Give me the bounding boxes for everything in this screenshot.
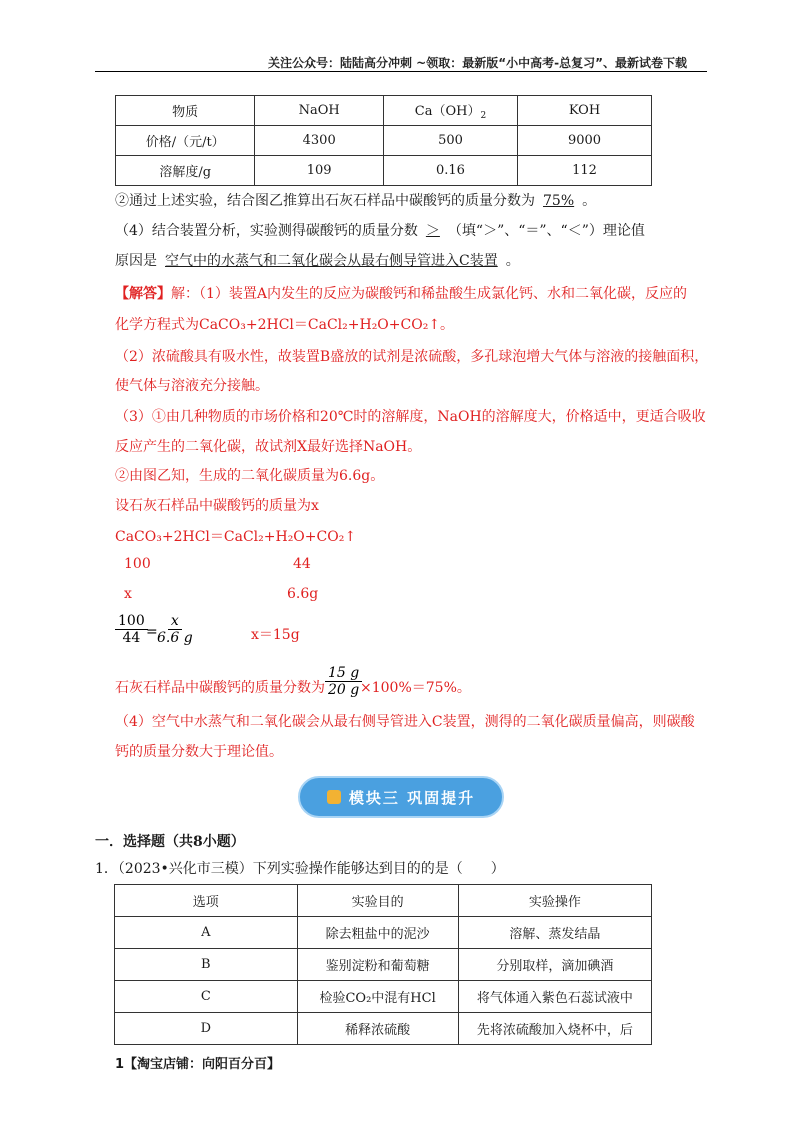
table-row: [116, 96, 652, 126]
solution-line: 反应产生的二氧化碳，故试剂X最好选择NaOH。: [115, 439, 422, 455]
solution-line: 设石灰石样品中碳酸钙的质量为x: [115, 498, 319, 514]
solution-line: [115, 677, 325, 697]
denominator: 44: [122, 630, 141, 646]
table-cell: 溶解、蒸发结晶: [458, 917, 651, 949]
solution-line: （4）空气中水蒸气和二氧化碳会从最右侧导管进入C装置，测得的二氧化碳质量偏高，则碳酸: [115, 714, 695, 730]
punct: 。: [582, 193, 597, 209]
table-row: [116, 126, 652, 156]
table-cell: 分别取样，滴加碘酒: [458, 949, 651, 981]
solution-line: 钙的质量分数大于理论值。: [115, 744, 283, 760]
question-text: （4）结合装置分析，实验测得碳酸钙的质量分数: [115, 223, 418, 239]
table-cell: 109: [255, 156, 384, 186]
question-text: （填“＞”、“＝”、“＜”）理论值: [447, 223, 645, 239]
solution-line: 使气体与溶液充分接触。: [115, 378, 269, 394]
solution-line: （3）①由几种物质的市场价格和20℃时的溶解度，NaOH的溶解度大，价格适中，更适合吸收: [115, 409, 706, 425]
price-solubility-table: [115, 95, 652, 186]
question-text: 原因是: [115, 253, 157, 269]
numerator: 100: [115, 613, 148, 630]
x-result: x＝15g: [251, 627, 300, 643]
equals-sign: =: [146, 624, 158, 640]
module-banner: [298, 776, 504, 818]
question-part-2: [115, 190, 596, 210]
co2-value: 6.6g: [287, 586, 319, 602]
table-cell: 价格/（元/t）: [116, 126, 255, 156]
ratio-fraction-1: [115, 613, 148, 646]
page-footer: 1【淘宝店铺：向阳百分百】: [115, 1057, 281, 1072]
table-cell: 500: [383, 126, 517, 156]
table-cell: 溶解度/g: [116, 156, 255, 186]
answer-blank: 75%: [543, 193, 575, 209]
table-cell: 9000: [517, 126, 651, 156]
solution-line: ②由图乙知，生成的二氧化碳质量为6.6g。: [115, 468, 385, 484]
table-cell: [383, 96, 517, 126]
denominator: 6.6 g: [157, 630, 193, 646]
header-divider: [95, 71, 707, 72]
table-cell: 将气体通入紫色石蕊试液中: [458, 981, 651, 1013]
mass-co2: 44: [293, 556, 311, 572]
table-cell: 0.16: [383, 156, 517, 186]
solution-text: 石灰石样品中碳酸钙的质量分数为: [115, 680, 325, 696]
table-cell: 112: [517, 156, 651, 186]
percent-result: ×100%＝75%。: [360, 680, 471, 696]
subscript: 2: [480, 111, 487, 121]
question-reason: [115, 250, 520, 270]
table-cell: 4300: [255, 126, 384, 156]
table-cell: B: [115, 949, 298, 981]
table-cell: C: [115, 981, 298, 1013]
question-part-4: [115, 220, 645, 240]
table-cell: NaOH: [255, 96, 384, 126]
unknown-x: x: [124, 586, 132, 602]
solution-line: [115, 283, 687, 303]
solution-tag: 【解答】: [115, 286, 171, 302]
solution-line: 化学方程式为CaCO₃+2HCl＝CaCl₂+H₂O+CO₂↑。: [115, 317, 455, 333]
trophy-icon: [327, 790, 341, 804]
numerator: 15 g: [325, 665, 362, 682]
table-cell: 除去粗盐中的泥沙: [297, 917, 458, 949]
table-cell: D: [115, 1013, 298, 1045]
table-cell: 物质: [116, 96, 255, 126]
solution-text: 解：（1）装置A内发生的反应为碳酸钙和稀盐酸生成氯化钙、水和二氧化碳，反应的: [171, 286, 688, 302]
answer-blank: 空气中的水蒸气和二氧化碳会从最右侧导管进入C装置: [165, 253, 498, 269]
answer-blank: ＞: [425, 223, 440, 239]
table-cell: 稀释浓硫酸: [297, 1013, 458, 1045]
punct: 。: [505, 253, 520, 269]
mass-caco3: 100: [124, 556, 151, 572]
table-cell: 选项: [115, 885, 298, 917]
table-cell: 鉴别淀粉和葡萄糖: [297, 949, 458, 981]
table-cell: 检验CO₂中混有HCl: [297, 981, 458, 1013]
table-row: [115, 949, 652, 981]
question-1: 1．（2023•兴化市三模）下列实验操作能够达到目的的是（ ）: [95, 861, 505, 877]
section-title: 一．选择题（共8小题）: [95, 834, 245, 850]
denominator: 20 g: [328, 682, 360, 698]
equation-line: CaCO₃+2HCl＝CaCl₂+H₂O+CO₂↑: [115, 529, 357, 545]
table-cell: A: [115, 917, 298, 949]
numerator: x: [168, 613, 182, 630]
page-header: 关注公众号：陆陆高分冲刺 ~领取：最新版“小中高考-总复习”、最新试卷下载: [268, 56, 687, 70]
experiment-table: [114, 884, 652, 1045]
table-row: [115, 981, 652, 1013]
ratio-fraction-2: [157, 613, 193, 646]
cell-text: Ca（OH）: [414, 104, 481, 119]
table-row: [115, 885, 652, 917]
table-cell: 实验目的: [297, 885, 458, 917]
table-cell: KOH: [517, 96, 651, 126]
percent-fraction: [325, 665, 362, 698]
question-text: ②通过上述实验，结合图乙推算出石灰石样品中碳酸钙的质量分数为: [115, 193, 535, 209]
table-cell: 先将浓硫酸加入烧杯中，后: [458, 1013, 651, 1045]
table-cell: 实验操作: [458, 885, 651, 917]
solution-line: （2）浓硫酸具有吸水性，故装置B盛放的试剂是浓硫酸，多孔球泡增大气体与溶液的接触面积，: [115, 349, 709, 365]
banner-text: 模块三 巩固提升: [348, 788, 476, 807]
table-row: [115, 917, 652, 949]
table-row: [115, 1013, 652, 1045]
table-row: [116, 156, 652, 186]
